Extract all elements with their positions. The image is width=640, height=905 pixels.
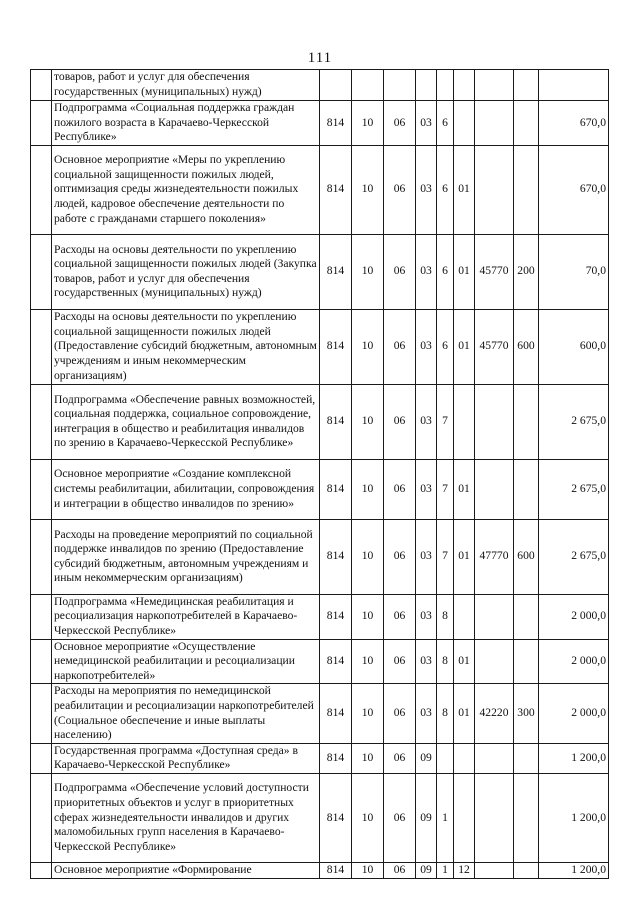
code-direction: [475, 101, 514, 146]
page-number: 111: [307, 50, 333, 66]
row-amount: 2 000,0: [539, 594, 609, 639]
row-amount: [539, 70, 609, 101]
row-margin-cell: [31, 743, 52, 773]
row-amount: 600,0: [539, 309, 609, 384]
code-pr: 06: [384, 773, 416, 862]
code-main-activity: 12: [454, 862, 475, 878]
code-expense-type: [514, 384, 539, 459]
code-rz: 10: [352, 309, 384, 384]
row-amount: 2 000,0: [539, 684, 609, 743]
code-rz: 10: [352, 743, 384, 773]
table-row: [31, 519, 609, 594]
code-ved: 814: [320, 862, 352, 878]
code-pr: 06: [384, 743, 416, 773]
code-direction: 45770: [475, 234, 514, 309]
row-name: Основное мероприятие «Осуществление немедицинской реабилитации и ресоциализации наркопотребителей»: [52, 639, 320, 684]
code-main-activity: 01: [454, 234, 475, 309]
code-expense-type: [514, 459, 539, 519]
code-direction: 47770: [475, 519, 514, 594]
code-expense-type: [514, 70, 539, 101]
code-program: 03: [416, 384, 437, 459]
code-rz: 10: [352, 639, 384, 684]
code-subprogram: 8: [437, 594, 454, 639]
code-main-activity: 01: [454, 459, 475, 519]
code-main-activity: 01: [454, 145, 475, 234]
code-pr: 06: [384, 309, 416, 384]
code-direction: [475, 743, 514, 773]
code-direction: 45770: [475, 309, 514, 384]
code-ved: 814: [320, 309, 352, 384]
row-amount: 2 675,0: [539, 459, 609, 519]
code-ved: [320, 70, 352, 101]
code-direction: [475, 773, 514, 862]
code-direction: [475, 70, 514, 101]
table-row: [31, 639, 609, 684]
table-row: [31, 101, 609, 146]
table-row: [31, 594, 609, 639]
code-pr: 06: [384, 459, 416, 519]
code-expense-type: [514, 145, 539, 234]
code-subprogram: 7: [437, 384, 454, 459]
code-main-activity: 01: [454, 309, 475, 384]
code-ved: 814: [320, 101, 352, 146]
row-name: Подпрограмма «Социальная поддержка граждан пожилого возраста в Карачаево-Черкесской Республике»: [52, 101, 320, 146]
code-expense-type: 600: [514, 309, 539, 384]
code-subprogram: [437, 743, 454, 773]
code-program: 03: [416, 101, 437, 146]
row-name: Расходы на основы деятельности по укреплению социальной защищенности пожилых людей (Закупка товаров, работ и услуг для обеспечения государственных (муниципальных) нужд): [52, 234, 320, 309]
code-pr: [384, 70, 416, 101]
code-main-activity: [454, 773, 475, 862]
row-name: Подпрограмма «Обеспечение условий доступности приоритетных объектов и услуг в приоритетных сферах жизнедеятельности инвалидов и других маломобильных групп населения в Карачаево-Черкесской Республике»: [52, 773, 320, 862]
code-subprogram: 1: [437, 773, 454, 862]
code-pr: 06: [384, 862, 416, 878]
code-program: 03: [416, 145, 437, 234]
code-main-activity: 01: [454, 519, 475, 594]
code-program: 09: [416, 773, 437, 862]
table-row: [31, 684, 609, 743]
code-expense-type: [514, 639, 539, 684]
code-subprogram: 7: [437, 519, 454, 594]
code-main-activity: [454, 594, 475, 639]
code-main-activity: [454, 101, 475, 146]
row-margin-cell: [31, 519, 52, 594]
code-rz: 10: [352, 145, 384, 234]
row-name: Основное мероприятие «Меры по укреплению социальной защищенности пожилых людей, оптимизация среды жизнедеятельности пожилых людей, кадровое обеспечение деятельности по работе с гражданами старшего поколения»: [52, 145, 320, 234]
row-name: Основное мероприятие «Формирование: [52, 862, 320, 878]
code-program: 03: [416, 459, 437, 519]
table-row: [31, 459, 609, 519]
code-main-activity: [454, 743, 475, 773]
code-rz: [352, 70, 384, 101]
code-expense-type: 200: [514, 234, 539, 309]
row-amount: 1 200,0: [539, 743, 609, 773]
code-main-activity: 01: [454, 639, 475, 684]
row-amount: 2 675,0: [539, 519, 609, 594]
code-expense-type: 300: [514, 684, 539, 743]
code-rz: 10: [352, 459, 384, 519]
code-main-activity: [454, 384, 475, 459]
code-program: [416, 70, 437, 101]
row-name: Основное мероприятие «Создание комплексной системы реабилитации, абилитации, сопровождения и интеграции в общество инвалидов по зрению»: [52, 459, 320, 519]
row-amount: 670,0: [539, 101, 609, 146]
code-subprogram: 6: [437, 309, 454, 384]
row-amount: 1 200,0: [539, 862, 609, 878]
code-rz: 10: [352, 773, 384, 862]
code-expense-type: [514, 594, 539, 639]
code-expense-type: [514, 101, 539, 146]
row-name: Расходы на основы деятельности по укреплению социальной защищенности пожилых людей (Предоставление субсидий бюджетным, автономным учреждениям и иным некоммерческим организациям): [52, 309, 320, 384]
row-margin-cell: [31, 70, 52, 101]
code-program: 09: [416, 862, 437, 878]
code-ved: 814: [320, 743, 352, 773]
row-margin-cell: [31, 101, 52, 146]
code-direction: [475, 384, 514, 459]
row-amount: 2 000,0: [539, 639, 609, 684]
code-pr: 06: [384, 234, 416, 309]
code-expense-type: [514, 773, 539, 862]
code-subprogram: 6: [437, 145, 454, 234]
code-pr: 06: [384, 639, 416, 684]
code-subprogram: 6: [437, 234, 454, 309]
row-amount: 70,0: [539, 234, 609, 309]
row-amount: 2 675,0: [539, 384, 609, 459]
code-rz: 10: [352, 234, 384, 309]
code-subprogram: 7: [437, 459, 454, 519]
table-row: [31, 743, 609, 773]
row-margin-cell: [31, 684, 52, 743]
row-name: Подпрограмма «Обеспечение равных возможностей, социальная поддержка, социальное сопровождение, интеграция в общество и реабилитация инвалидов по зрению в Карачаево-Черкесской Республике»: [52, 384, 320, 459]
code-direction: [475, 862, 514, 878]
code-subprogram: [437, 70, 454, 101]
row-name: Государственная программа «Доступная среда» в Карачаево-Черкесской Республике»: [52, 743, 320, 773]
row-margin-cell: [31, 384, 52, 459]
code-program: 03: [416, 519, 437, 594]
code-rz: 10: [352, 101, 384, 146]
row-margin-cell: [31, 145, 52, 234]
code-subprogram: 6: [437, 101, 454, 146]
code-program: 03: [416, 684, 437, 743]
row-amount: 670,0: [539, 145, 609, 234]
code-ved: 814: [320, 459, 352, 519]
row-name: Подпрограмма «Немедицинская реабилитация и ресоциализация наркопотребителей в Карачаево-Черкесской Республике»: [52, 594, 320, 639]
code-ved: 814: [320, 234, 352, 309]
code-main-activity: 01: [454, 684, 475, 743]
code-program: 03: [416, 309, 437, 384]
code-rz: 10: [352, 519, 384, 594]
code-direction: [475, 594, 514, 639]
code-program: 03: [416, 594, 437, 639]
code-program: 03: [416, 234, 437, 309]
code-ved: 814: [320, 684, 352, 743]
code-rz: 10: [352, 862, 384, 878]
row-margin-cell: [31, 309, 52, 384]
code-program: 03: [416, 639, 437, 684]
code-ved: 814: [320, 519, 352, 594]
row-margin-cell: [31, 639, 52, 684]
code-ved: 814: [320, 639, 352, 684]
table-row: [31, 384, 609, 459]
table-row: [31, 309, 609, 384]
code-expense-type: [514, 743, 539, 773]
table-row: [31, 70, 609, 101]
code-main-activity: [454, 70, 475, 101]
budget-table: [30, 69, 609, 879]
row-name: Расходы на проведение мероприятий по социальной поддержке инвалидов по зрению (Предоставление субсидий бюджетным, автономным учреждениям и иным некоммерческим организациям): [52, 519, 320, 594]
code-ved: 814: [320, 594, 352, 639]
code-direction: [475, 459, 514, 519]
row-margin-cell: [31, 773, 52, 862]
table-row: [31, 234, 609, 309]
code-pr: 06: [384, 384, 416, 459]
code-ved: 814: [320, 384, 352, 459]
row-margin-cell: [31, 862, 52, 878]
row-margin-cell: [31, 459, 52, 519]
code-ved: 814: [320, 773, 352, 862]
code-direction: 42220: [475, 684, 514, 743]
code-subprogram: 1: [437, 862, 454, 878]
row-amount: 1 200,0: [539, 773, 609, 862]
code-rz: 10: [352, 384, 384, 459]
row-margin-cell: [31, 594, 52, 639]
row-name: Расходы на мероприятия по немедицинской реабилитации и ресоциализации наркопотребителей (Социальное обеспечение и иные выплаты населению): [52, 684, 320, 743]
table-row: [31, 773, 609, 862]
code-ved: 814: [320, 145, 352, 234]
row-name: товаров, работ и услуг для обеспечения государственных (муниципальных) нужд): [52, 70, 320, 101]
code-expense-type: [514, 862, 539, 878]
code-subprogram: 8: [437, 639, 454, 684]
code-direction: [475, 145, 514, 234]
code-pr: 06: [384, 145, 416, 234]
code-subprogram: 8: [437, 684, 454, 743]
code-direction: [475, 639, 514, 684]
code-pr: 06: [384, 101, 416, 146]
code-rz: 10: [352, 594, 384, 639]
code-program: 09: [416, 743, 437, 773]
code-expense-type: 600: [514, 519, 539, 594]
code-pr: 06: [384, 519, 416, 594]
table-row: [31, 862, 609, 878]
row-margin-cell: [31, 234, 52, 309]
table-row: [31, 145, 609, 234]
code-pr: 06: [384, 684, 416, 743]
code-pr: 06: [384, 594, 416, 639]
code-rz: 10: [352, 684, 384, 743]
